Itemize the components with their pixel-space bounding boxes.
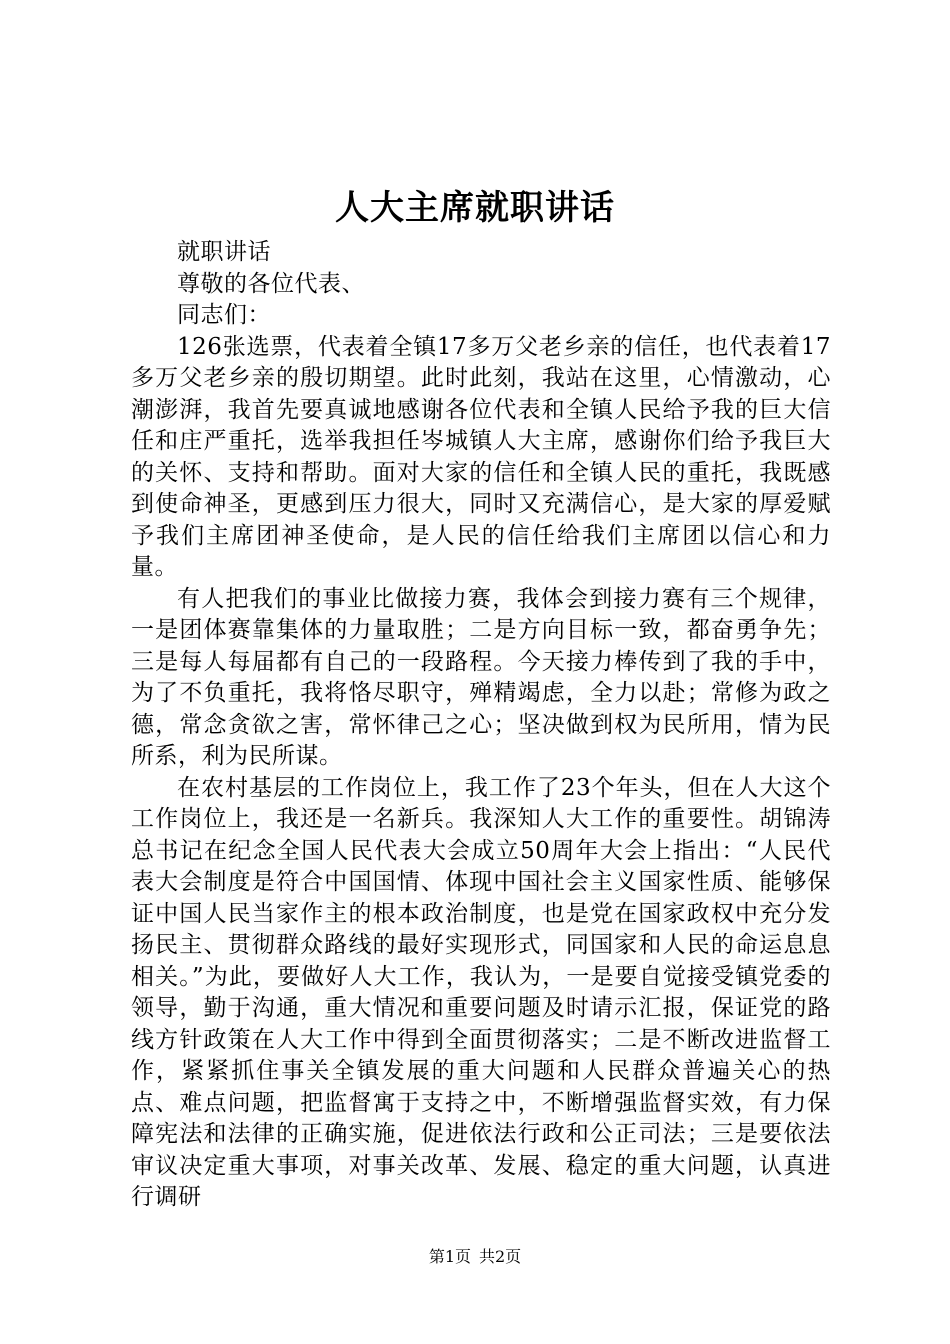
salutation-line: 同志们： (177, 302, 271, 328)
heading-line: 就职讲话 (177, 239, 271, 265)
body-paragraph: 126张选票，代表着全镇17多万父老乡亲的信任，也代表着17多万父老乡亲的殷切期望。此时此刻，我站在这里，心情激动，心潮澎湃，我首先要真诚地感谢各位代表和全镇人民给予我的巨大信任和庄严重托，选举我担任岑城镇人大主席，感谢你们给予我巨大的关怀、支持和帮助。面对大家的信任和全镇人民的重托，我既感到使命神圣，更感到压力很大，同时又充满信心，是大家的厚爱赋予我们主席团神圣使命，是人民的信任给我们主席团以信心和力量。 (131, 333, 831, 580)
body-paragraph: 在农村基层的工作岗位上，我工作了23个年头，但在人大这个工作岗位上，我还是一名新兵。我深知人大工作的重要性。胡锦涛总书记在纪念全国人民代表大会成立50周年大会上指出：“人民代表大会制度是符合中国国情、体现中国社会主义国家性质、能够保证中国人民当家作主的根本政治制度，也是党在国家政权中充分发扬民主、贯彻群众路线的最好实现形式，同国家和人民的命运息息相关。”为此，要做好人大工作，我认为，一是要自觉接受镇党委的领导，勤于沟通，重大情况和重要问题及时请示汇报，保证党的路线方针政策在人大工作中得到全面贯彻落实；二是不断改进监督工作，紧紧抓住事关全镇发展的重大问题和人民群众普遍关心的热点、难点问题，把监督寓于支持之中，不断增强监督实效，有力保障宪法和法律的正确实施，促进依法行政和公正司法；三是要依法审议决定重大事项，对事关改革、发展、稳定的重大问题，认真进行调研 (131, 774, 831, 1210)
document-body (131, 237, 831, 1214)
body-paragraph: 有人把我们的事业比做接力赛，我体会到接力赛有三个规律，一是团体赛靠集体的力量取胜；二是方向目标一致，都奋勇争先；三是每人每届都有自己的一段路程。今天接力棒传到了我的手中，为了不负重托，我将恪尽职守，殚精竭虑，全力以赴；常修为政之德，常念贪欲之害，常怀律己之心；坚决做到权为民所用，情为民所系，利为民所谋。 (131, 585, 831, 769)
salutation-line: 尊敬的各位代表、 (177, 270, 365, 297)
page-total: 共2页 (479, 1247, 522, 1266)
page-number: 第1页 (428, 1247, 471, 1266)
page-footer (0, 1245, 950, 1269)
document-title: 人大主席就职讲话 (335, 188, 615, 228)
